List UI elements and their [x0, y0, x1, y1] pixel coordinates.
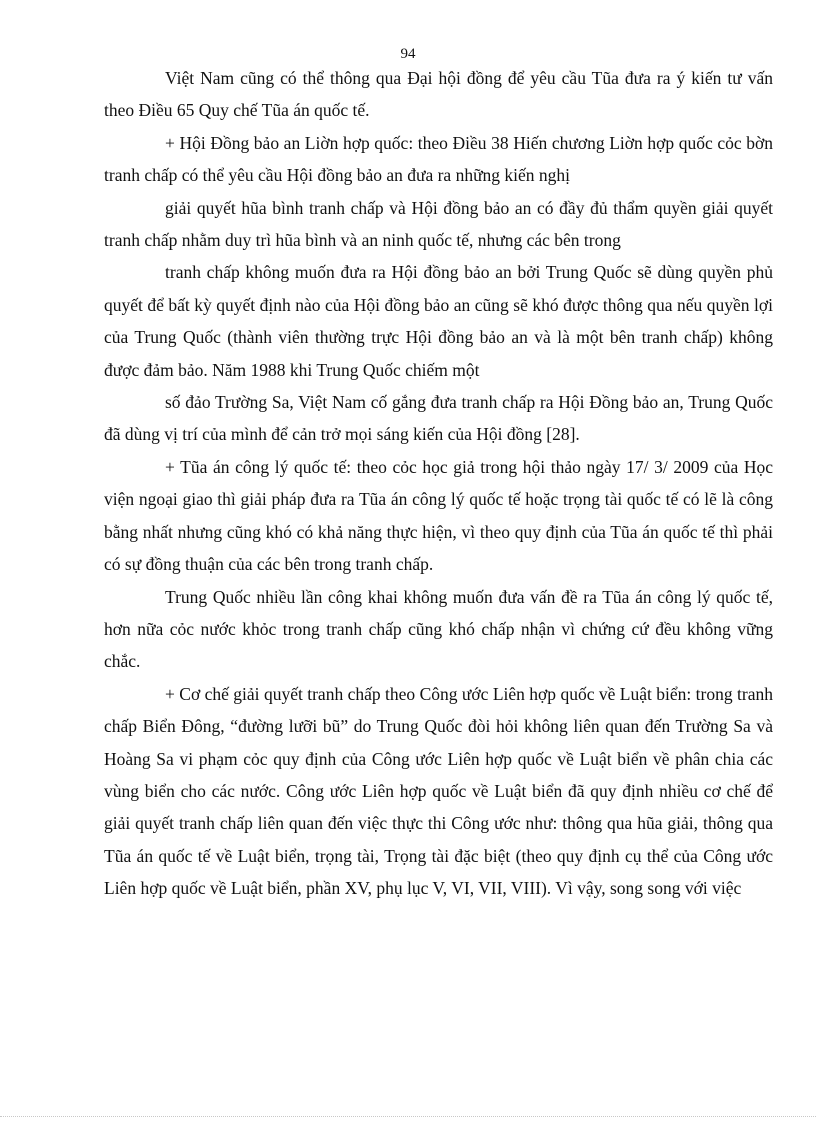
- paragraph: + Cơ chế giải quyết tranh chấp theo Công ước Liên hợp quốc về Luật biển: trong tranh chấp Biển Đông, “đường lưỡi bũ” do Trung Quốc đòi hỏi không liên quan đến Trường Sa và Hoàng Sa vi phạm cỏc quy định của Công ước Liên hợp quốc về Luật biển về phân chia các vùng biển cho các nước. Công ước Liên hợp quốc về Luật biển đã quy định nhiều cơ chế để giải quyết tranh chấp liên quan đến việc thực thi Công ước như: thông qua hũa giải, thông qua Tũa án quốc tế về Luật biển, trọng tài, Trọng tài đặc biệt (theo quy định cụ thể của Công ước Liên hợp quốc về Luật biển, phần XV, phụ lục V, VI, VII, VIII). Vì vậy, song song với việc: [104, 683, 773, 899]
- page-bottom-border: [0, 1116, 816, 1117]
- paragraph: giải quyết hũa bình tranh chấp và Hội đồng bảo an có đầy đủ thẩm quyền giải quyết tranh chấp nhằm duy trì hũa bình và an ninh quốc tế, nhưng các bên trong: [104, 197, 773, 251]
- body-text: [104, 62, 773, 905]
- paragraph: + Hội Đồng bảo an Liờn hợp quốc: theo Điều 38 Hiến chương Liờn hợp quốc cỏc bờn tranh chấp có thể yêu cầu Hội đồng bảo an đưa ra những kiến nghị: [104, 132, 773, 186]
- paragraph: tranh chấp không muốn đưa ra Hội đồng bảo an bởi Trung Quốc sẽ dùng quyền phủ quyết để bất kỳ quyết định nào của Hội đồng bảo an cũng sẽ khó được thông qua nếu quyền lợi của Trung Quốc (thành viên thường trực Hội đồng bảo an và là một bên tranh chấp) không được đảm bảo. Năm 1988 khi Trung Quốc chiếm một: [104, 262, 773, 380]
- paragraph: số đảo Trường Sa, Việt Nam cố gắng đưa tranh chấp ra Hội Đồng bảo an, Trung Quốc đã dùng vị trí của mình để cản trở mọi sáng kiến của Hội đồng [28].: [104, 392, 773, 445]
- paragraph: Trung Quốc nhiều lần công khai không muốn đưa vấn đề ra Tũa án công lý quốc tế, hơn nữa cỏc nước khỏc trong tranh chấp cũng khó chấp nhận vì chứng cứ đều không vững chắc.: [104, 586, 773, 672]
- paragraph: + Tũa án công lý quốc tế: theo cỏc học giả trong hội thảo ngày 17/ 3/ 2009 của Học viện ngoại giao thì giải pháp đưa ra Tũa án công lý quốc tế hoặc trọng tài quốc tế có lẽ là công bằng nhất nhưng cũng khó có khả năng thực hiện, vì theo quy định của Tũa án quốc tế thì phải có sự đồng thuận của các bên trong tranh chấp.: [104, 456, 773, 575]
- page-number: 94: [400, 46, 416, 62]
- paragraph: Việt Nam cũng có thể thông qua Đại hội đồng để yêu cầu Tũa đưa ra ý kiến tư vấn theo Điều 65 Quy chế Tũa án quốc tế.: [104, 68, 773, 121]
